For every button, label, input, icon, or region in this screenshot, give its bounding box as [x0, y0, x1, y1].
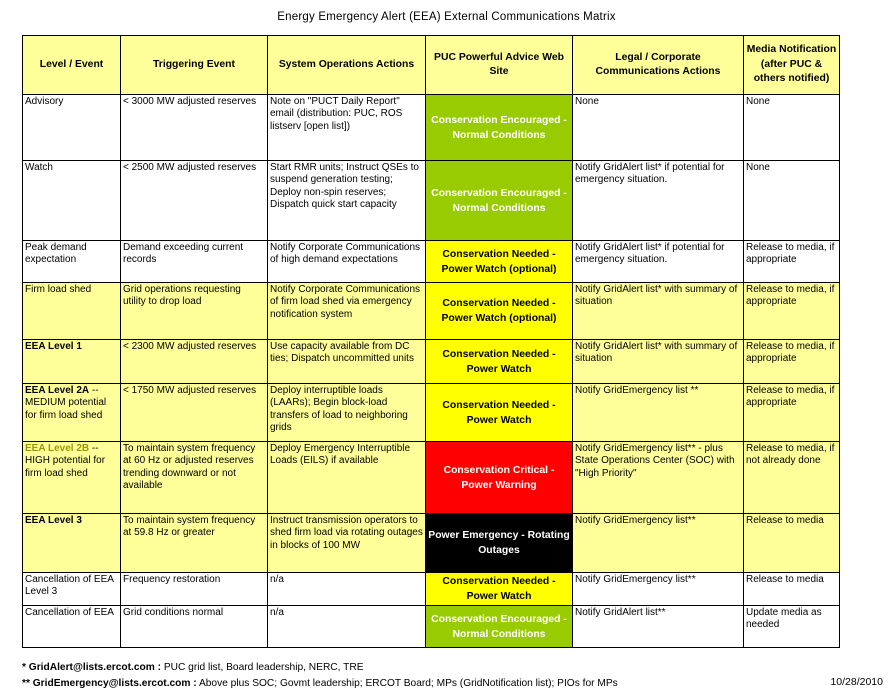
legal-cell: Notify GridEmergency list**	[573, 573, 744, 606]
media-cell: Release to media	[744, 514, 840, 573]
sysops-cell: Start RMR units; Instruct QSEs to suspend generation testing; Deploy non-spin reserves; Dispatch quick start capacity	[268, 161, 426, 241]
legal-cell: Notify GridEmergency list **	[573, 384, 744, 442]
trigger-cell: To maintain system frequency at 59.8 Hz or greater	[121, 514, 268, 573]
legal-cell: Notify GridEmergency list** - plus State Operations Center (SOC) with "High Priority"	[573, 442, 744, 514]
puc-status-cell: Conservation Needed - Power Watch (optional)	[426, 283, 573, 340]
page-title: Energy Emergency Alert (EEA) External Communications Matrix	[277, 11, 616, 23]
puc-status-cell: Conservation Encouraged - Normal Conditions	[426, 95, 573, 161]
table-row	[23, 283, 840, 340]
header-legal: Legal / Corporate Communications Actions	[573, 36, 744, 95]
media-cell: Release to media, if not already done	[744, 442, 840, 514]
puc-status-cell: Conservation Encouraged - Normal Conditions	[426, 161, 573, 241]
sysops-cell: n/a	[268, 573, 426, 606]
trigger-cell: Grid operations requesting utility to drop load	[121, 283, 268, 340]
puc-status-cell: Conservation Needed - Power Watch	[426, 384, 573, 442]
media-cell: Release to media, if appropriate	[744, 340, 840, 384]
trigger-cell: Demand exceeding current records	[121, 241, 268, 283]
level-cell: EEA Level 1	[23, 340, 121, 384]
level-cell: Peak demand expectation	[23, 241, 121, 283]
header-sysops: System Operations Actions	[268, 36, 426, 95]
header-row	[23, 36, 840, 95]
puc-status-cell: Conservation Needed - Power Watch	[426, 573, 573, 606]
trigger-cell: < 2500 MW adjusted reserves	[121, 161, 268, 241]
puc-status-cell: Power Emergency - Rotating Outages	[426, 514, 573, 573]
document-date: 10/28/2010	[830, 676, 883, 688]
header-media: Media Notification (after PUC & others notified)	[744, 36, 840, 95]
legal-cell: Notify GridAlert list* if potential for emergency situation.	[573, 161, 744, 241]
communications-matrix	[22, 35, 840, 648]
sysops-cell: Note on "PUCT Daily Report" email (distribution: PUC, ROS listserv [open list])	[268, 95, 426, 161]
trigger-cell: To maintain system frequency at 60 Hz or adjusted reserves trending downward or not available	[121, 442, 268, 514]
table-row	[23, 384, 840, 442]
table-row	[23, 442, 840, 514]
puc-status-cell: Conservation Needed - Power Watch (optional)	[426, 241, 573, 283]
header-trigger: Triggering Event	[121, 36, 268, 95]
media-cell: None	[744, 95, 840, 161]
table-row	[23, 95, 840, 161]
footnote-gridalert: * GridAlert@lists.ercot.com : PUC grid list, Board leadership, NERC, TRE	[22, 662, 364, 673]
trigger-cell: Frequency restoration	[121, 573, 268, 606]
header-puc: PUC Powerful Advice Web Site	[426, 36, 573, 95]
legal-cell: None	[573, 95, 744, 161]
table-row	[23, 340, 840, 384]
media-cell: Release to media	[744, 573, 840, 606]
sysops-cell: Notify Corporate Communications of high demand expectations	[268, 241, 426, 283]
legal-cell: Notify GridAlert list* with summary of situation	[573, 283, 744, 340]
trigger-cell: < 3000 MW adjusted reserves	[121, 95, 268, 161]
legal-cell: Notify GridAlert list* with summary of situation	[573, 340, 744, 384]
level-cell: Watch	[23, 161, 121, 241]
table-row	[23, 573, 840, 606]
table-row	[23, 514, 840, 573]
level-cell: EEA Level 3	[23, 514, 121, 573]
trigger-cell: < 2300 MW adjusted reserves	[121, 340, 268, 384]
sysops-cell: Use capacity available from DC ties; Dispatch uncommitted units	[268, 340, 426, 384]
media-cell: Release to media, if appropriate	[744, 384, 840, 442]
level-cell: Advisory	[23, 95, 121, 161]
sysops-cell: Deploy interruptible loads (LAARs); Begin block-load transfers of load to neighboring grids	[268, 384, 426, 442]
legal-cell: Notify GridAlert list**	[573, 606, 744, 648]
level-cell: Cancellation of EEA Level 3	[23, 573, 121, 606]
media-cell: Release to media, if appropriate	[744, 241, 840, 283]
legal-cell: Notify GridEmergency list**	[573, 514, 744, 573]
puc-status-cell: Conservation Needed - Power Watch	[426, 340, 573, 384]
trigger-cell: < 1750 MW adjusted reserves	[121, 384, 268, 442]
legal-cell: Notify GridAlert list* if potential for emergency situation.	[573, 241, 744, 283]
sysops-cell: Instruct transmission operators to shed firm load via rotating outages in blocks of 100 MW	[268, 514, 426, 573]
trigger-cell: Grid conditions normal	[121, 606, 268, 648]
puc-status-cell: Conservation Encouraged - Normal Conditions	[426, 606, 573, 648]
level-cell: EEA Level 2B -- HIGH potential for firm load shed	[23, 442, 121, 514]
table-row	[23, 161, 840, 241]
level-cell: Firm load shed	[23, 283, 121, 340]
puc-status-cell: Conservation Critical - Power Warning	[426, 442, 573, 514]
footnotes	[22, 660, 618, 692]
media-cell: Release to media, if appropriate	[744, 283, 840, 340]
header-level: Level / Event	[23, 36, 121, 95]
level-cell: Cancellation of EEA	[23, 606, 121, 648]
sysops-cell: n/a	[268, 606, 426, 648]
table-row	[23, 241, 840, 283]
sysops-cell: Deploy Emergency Interruptible Loads (EILS) if available	[268, 442, 426, 514]
media-cell: None	[744, 161, 840, 241]
footnote-gridemergency: ** GridEmergency@lists.ercot.com : Above plus SOC; Govmt leadership; ERCOT Board; MPs (GridNotification list); PIOs for MPs	[22, 678, 618, 689]
level-cell: EEA Level 2A -- MEDIUM potential for firm load shed	[23, 384, 121, 442]
sysops-cell: Notify Corporate Communications of firm load shed via emergency notification system	[268, 283, 426, 340]
table-row	[23, 606, 840, 648]
media-cell: Update media as needed	[744, 606, 840, 648]
